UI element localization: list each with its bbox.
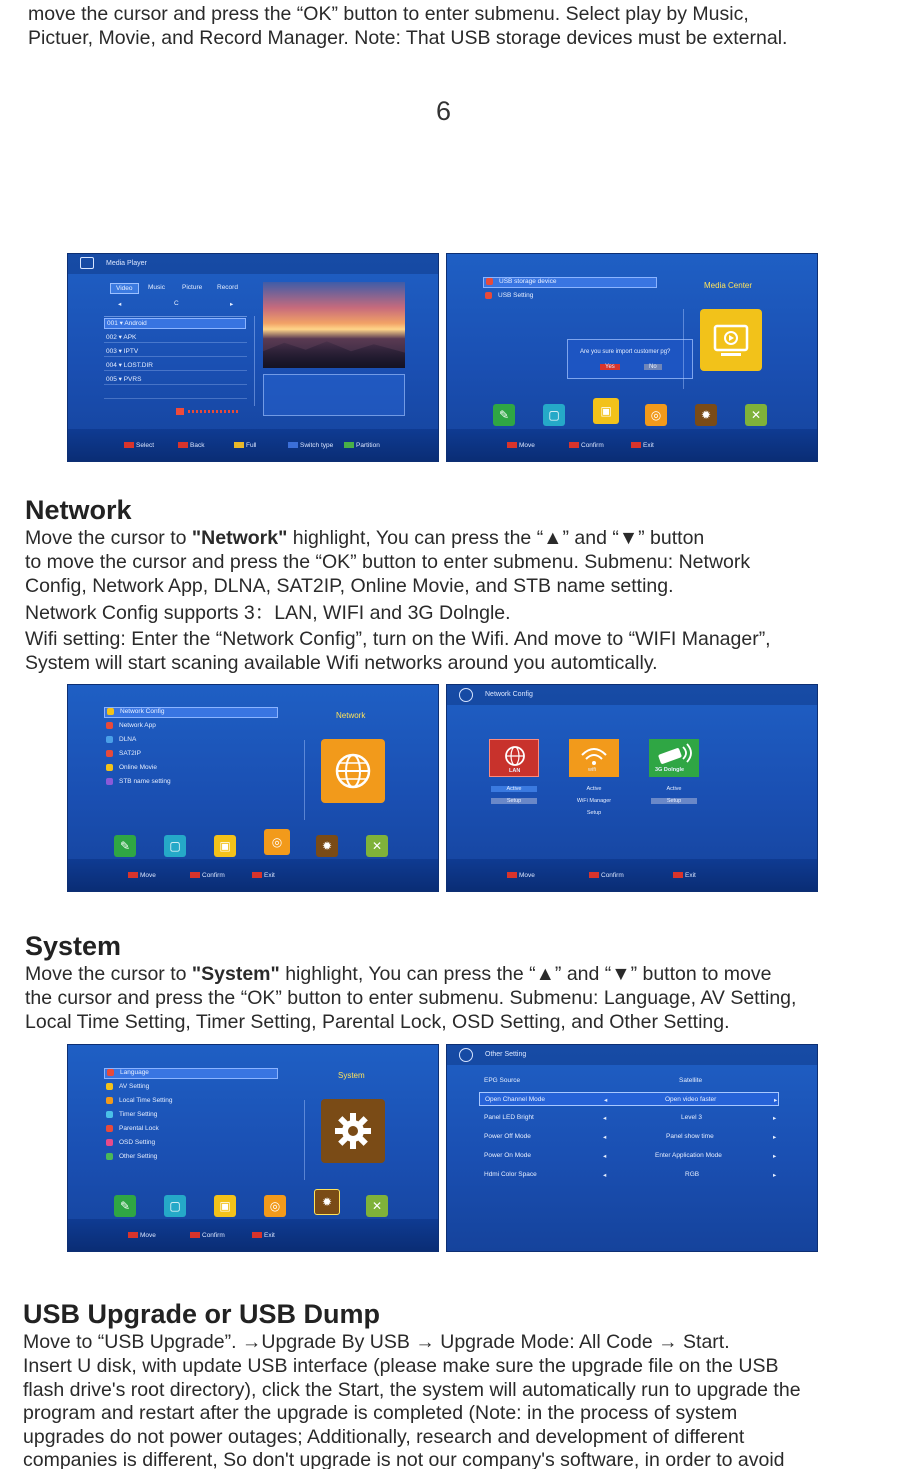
menu-item-av-setting[interactable]: AV Setting (106, 1083, 149, 1090)
dongle-label: 3G Dolngle (655, 767, 685, 773)
tab-picture[interactable]: Picture (182, 284, 203, 291)
volume-icon (176, 408, 184, 415)
arrow-right-icon[interactable]: ▸ (773, 1115, 777, 1122)
dialog-yes-button[interactable]: Yes (600, 364, 620, 370)
intro-line-2: Pictuer, Movie, and Record Manager. Note: That USB storage devices must be external. (28, 27, 788, 49)
volume-bar (188, 410, 240, 413)
setting-row-epg-source[interactable] (479, 1074, 779, 1088)
satellite-icon[interactable]: ✎ (493, 404, 515, 426)
usb-paragraph-line: Move to “USB Upgrade”. →Upgrade By USB → Upgrade Mode: All Code → Start. (23, 1331, 730, 1353)
lan-label: LAN (509, 768, 521, 774)
dialog-text: Are you sure import customer pg? (580, 349, 671, 355)
menu-item-local-time[interactable]: Local Time Setting (106, 1097, 172, 1104)
footer-exit: Exit (631, 442, 654, 449)
menu-item-other-setting[interactable]: Other Setting (106, 1153, 157, 1160)
footer-exit: Exit (252, 1232, 275, 1239)
tools-icon[interactable]: ✕ (366, 835, 388, 857)
footer-confirm: Confirm (589, 872, 624, 879)
media-icon (80, 257, 94, 269)
network-config-screen (446, 684, 818, 892)
footer-select: Select (124, 442, 154, 449)
arrow-right-icon[interactable]: ▸ (773, 1134, 777, 1141)
arrow-right-icon[interactable]: ▸ (773, 1172, 777, 1179)
media-player-screen (67, 253, 439, 462)
wifi-manager-button[interactable]: WiFi Manager (576, 798, 612, 804)
setting-name: Hdmi Color Space (484, 1171, 537, 1178)
preview-image (263, 282, 405, 368)
wifi-label: wifi (588, 767, 596, 773)
footer-full: Full (234, 442, 256, 449)
network-heading: Network (25, 495, 132, 525)
system-paragraph-line: Move the cursor to "System" highlight, You can press the “▲” and “▼” button to move (25, 963, 772, 985)
file-row[interactable]: 001 ▾ Android (104, 318, 246, 329)
wifi-tile[interactable] (569, 739, 619, 777)
network-icon[interactable]: ◎ (264, 1195, 286, 1217)
info-panel (263, 374, 405, 416)
satellite-icon[interactable]: ✎ (114, 1195, 136, 1217)
menu-item-stb-name[interactable]: STB name setting (106, 778, 171, 785)
gear-icon (459, 1048, 473, 1062)
footer-confirm: Confirm (190, 1232, 225, 1239)
menu-item-parental-lock[interactable]: Parental Lock (106, 1125, 159, 1132)
setting-name: Panel LED Bright (484, 1114, 534, 1121)
network-title: Network (336, 711, 366, 720)
menu-item-dlna[interactable]: DLNA (106, 736, 136, 743)
network-paragraph-line: System will start scaning available Wifi networks around you automtically. (25, 652, 658, 674)
usb-paragraph-line: flash drive's root directory), click the Start, the system will automatically run to upgrade the (23, 1379, 801, 1401)
divider (304, 1100, 305, 1180)
gear-icon[interactable]: ✹ (314, 1189, 340, 1215)
satellite-icon[interactable]: ✎ (114, 835, 136, 857)
system-paragraph-line: Local Time Setting, Timer Setting, Parental Lock, OSD Setting, and Other Setting. (25, 1011, 730, 1033)
dongle-status: Active (666, 786, 682, 792)
setting-name: Open Channel Mode (485, 1096, 545, 1103)
globe-icon (321, 739, 385, 803)
usb-heading: USB Upgrade or USB Dump (23, 1299, 381, 1329)
footer-move: Move (507, 872, 535, 879)
network-icon[interactable]: ◎ (264, 829, 290, 855)
page-number: 6 (436, 96, 452, 126)
current-drive: C (174, 300, 179, 307)
setting-row-panel-led[interactable] (479, 1111, 779, 1125)
arrow-left-icon[interactable]: ◂ (603, 1172, 607, 1179)
lan-setup-button[interactable]: Setup (491, 798, 537, 804)
media-player-title: Media Player (106, 260, 147, 267)
gear-icon (321, 1099, 385, 1163)
intro-line-1: move the cursor and press the “OK” button to enter submenu. Select play by Music, (28, 3, 749, 25)
arrow-left-icon[interactable]: ◂ (603, 1115, 607, 1122)
setting-value: Open video faster (665, 1096, 717, 1103)
footer-back: Back (178, 442, 204, 449)
network-paragraph-line: Network Config supports 3：LAN, WIFI and 3G Dolngle. (25, 602, 511, 624)
media-center-title: Media Center (704, 281, 753, 290)
system-paragraph-line: the cursor and press the “OK” button to enter submenu. Submenu: Language, AV Setting, (25, 987, 797, 1009)
menu-item-timer[interactable]: Timer Setting (106, 1111, 157, 1118)
gear-icon[interactable]: ✹ (316, 835, 338, 857)
media-center-screen (446, 253, 818, 462)
setting-value: RGB (685, 1171, 700, 1178)
nav-left-icon[interactable]: ◂ (118, 301, 122, 308)
divider (104, 398, 247, 399)
setting-value: Level 3 (681, 1114, 702, 1121)
tools-icon[interactable]: ✕ (366, 1195, 388, 1217)
setting-value: Enter Application Mode (655, 1152, 722, 1159)
arrow-left-icon[interactable]: ◂ (603, 1134, 607, 1141)
tab-record[interactable]: Record (217, 284, 238, 291)
media-icon[interactable]: ▣ (593, 398, 619, 424)
setting-name: Power Off Mode (484, 1133, 531, 1140)
setting-value: Panel show time (666, 1133, 714, 1140)
network-icon[interactable]: ◎ (645, 404, 667, 426)
wifi-setup-button[interactable]: Setup (586, 810, 602, 816)
tv-icon[interactable]: ▢ (164, 1195, 186, 1217)
arrow-right-icon[interactable]: ▸ (774, 1097, 778, 1104)
setting-name: EPG Source (484, 1077, 521, 1084)
footer-move: Move (128, 872, 156, 879)
footer-confirm: Confirm (569, 442, 604, 449)
divider (304, 740, 305, 820)
divider (104, 342, 247, 343)
tools-icon[interactable]: ✕ (745, 404, 767, 426)
usb-paragraph-line: companies is different, So don't upgrade is not our company's software, in order to avoid (23, 1449, 785, 1469)
tab-video[interactable]: Video (110, 283, 139, 294)
setting-name: Power On Mode (484, 1152, 531, 1159)
setting-row-hdmi-color[interactable] (479, 1168, 779, 1182)
network-screen (67, 684, 439, 892)
menu-item-online-movie[interactable]: Online Movie (106, 764, 157, 771)
network-paragraph-line: Move the cursor to "Network" highlight, You can press the “▲” and “▼” button (25, 527, 705, 549)
divider (104, 384, 247, 385)
footer-bar (447, 429, 817, 461)
footer-partition: Partition (344, 442, 380, 449)
file-row[interactable]: 004 ▾ LOST.DIR (106, 362, 153, 369)
media-icon[interactable]: ▣ (214, 1195, 236, 1217)
network-config-header (447, 685, 817, 705)
tab-music[interactable]: Music (148, 284, 165, 291)
menu-item-usb-setting[interactable]: USB Setting (485, 292, 533, 299)
footer-move: Move (507, 442, 535, 449)
footer-exit: Exit (673, 872, 696, 879)
mountains (263, 340, 405, 368)
scrollbar[interactable] (254, 316, 255, 406)
divider (683, 309, 684, 389)
file-row[interactable]: 002 ▾ APK (106, 334, 137, 341)
divider (104, 316, 247, 317)
menu-item-network-app[interactable]: Network App (106, 722, 156, 729)
menu-item-usb-storage[interactable]: USB storage device (483, 277, 657, 288)
usb-paragraph-line: Insert U disk, with update USB interface (please make sure the upgrade file on the USB (23, 1355, 779, 1377)
system-title: System (338, 1071, 365, 1080)
media-player-header (68, 254, 438, 274)
system-screen (67, 1044, 439, 1252)
other-setting-header (447, 1045, 817, 1065)
lan-status: Active (491, 786, 537, 792)
dialog-no-button[interactable]: No (644, 364, 662, 370)
other-setting-screen (446, 1044, 818, 1252)
tv-icon[interactable]: ▢ (543, 404, 565, 426)
globe-icon (459, 688, 473, 702)
setting-value: Satellite (679, 1077, 703, 1084)
footer-bar (447, 859, 817, 891)
dongle-tile[interactable] (649, 739, 699, 777)
footer-move: Move (128, 1232, 156, 1239)
footer-confirm: Confirm (190, 872, 225, 879)
footer-exit: Exit (252, 872, 275, 879)
other-setting-title: Other Setting (485, 1051, 527, 1058)
network-paragraph-line: to move the cursor and press the “OK” button to enter submenu. Submenu: Network (25, 551, 751, 573)
divider (104, 356, 247, 357)
confirm-dialog (567, 339, 693, 379)
system-heading: System (25, 931, 122, 961)
media-center-icon (700, 309, 762, 371)
setting-row-power-on-mode[interactable] (479, 1149, 779, 1163)
arrow-left-icon[interactable]: ◂ (604, 1097, 608, 1104)
menu-item-network-config[interactable]: Network Config (104, 707, 278, 718)
footer-bar (68, 1219, 438, 1251)
nav-right-icon[interactable]: ▸ (230, 301, 234, 308)
network-config-title: Network Config (485, 691, 533, 698)
file-row[interactable]: 003 ▾ IPTV (106, 348, 139, 355)
file-row[interactable]: 005 ▾ PVRS (106, 376, 142, 383)
menu-item-language[interactable]: Language (104, 1068, 278, 1079)
setting-row-open-channel-mode[interactable] (479, 1092, 779, 1106)
usb-paragraph-line: upgrades do not power outages; Additionally, research and development of different (23, 1426, 745, 1448)
usb-paragraph-line: program and restart after the upgrade is completed (Note: in the process of system (23, 1402, 738, 1424)
menu-item-osd-setting[interactable]: OSD Setting (106, 1139, 155, 1146)
footer-switch-type: Switch type (288, 442, 333, 449)
wifi-status: Active (586, 786, 602, 792)
lan-tile[interactable] (489, 739, 539, 777)
divider (104, 370, 247, 371)
network-paragraph-line: Config, Network App, DLNA, SAT2IP, Online Movie, and STB name setting. (25, 575, 674, 597)
arrow-right-icon[interactable]: ▸ (773, 1153, 777, 1160)
gear-icon[interactable]: ✹ (695, 404, 717, 426)
footer-bar (68, 429, 438, 461)
footer-bar (68, 859, 438, 891)
media-icon[interactable]: ▣ (214, 835, 236, 857)
network-paragraph-line: Wifi setting: Enter the “Network Config”, turn on the Wifi. And move to “WIFI Manager”, (25, 628, 771, 650)
arrow-left-icon[interactable]: ◂ (603, 1153, 607, 1160)
menu-item-sat2ip[interactable]: SAT2IP (106, 750, 141, 757)
setting-row-power-off-mode[interactable] (479, 1130, 779, 1144)
dongle-setup-button[interactable]: Setup (651, 798, 697, 804)
tv-icon[interactable]: ▢ (164, 835, 186, 857)
